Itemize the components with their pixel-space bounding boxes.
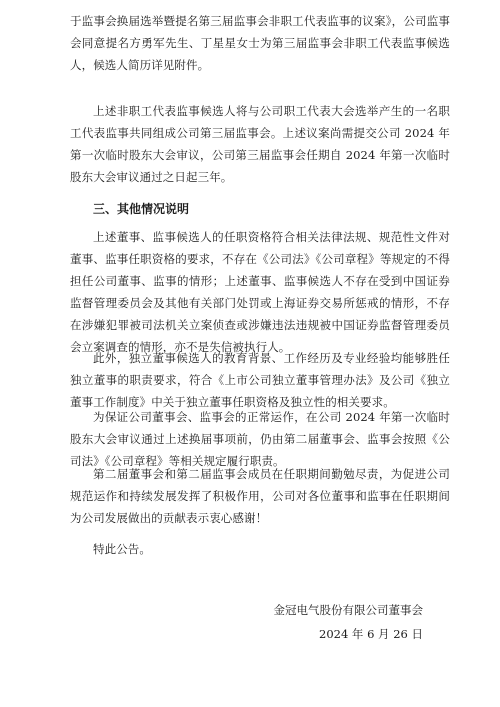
section-heading-other-notes: 三、其他情况说明 [93, 202, 190, 216]
signature-company: 金冠电气股份有限公司董事会 [273, 603, 423, 617]
paragraph-thanks: 第二届董事会和第二届监事会成员在任职期间勤勉尽责，为促进公司规范运作和持续发展发挥了积极作用，公司对各位董事和监事在任职期间为公司发展做出的贡献表示衷心感谢！ [70, 467, 450, 525]
paragraph-interim-duties: 为保证公司董事会、监事会的正常运作，在公司 2024 年第一次临时股东大会审议通过上述换届事项前，仍由第二届董事会、监事会按照《公司法》《公司章程》等相关规定履行职责。 [70, 410, 450, 468]
paragraph-independent-directors: 此外，独立董事候选人的教育背景、工作经历及专业经验均能够胜任独立董事的职责要求，符合《上市公司独立董事管理办法》及公司《独立董事工作制度》中关于独立董事任职资格及独立性的相关要求。 [70, 351, 450, 409]
paragraph-qualification: 上述董事、监事候选人的任职资格符合相关法律法规、规范性文件对董事、监事任职资格的要求，不存在《公司法》《公司章程》等规定的不得担任公司董事、监事的情形；上述董事、监事候选人不存在受到中国证券监督管理委员会及其他有关部门处罚或上海证券交易所惩戒的情形，不存在涉嫌犯罪被司法机关立案侦查或涉嫌违法违规被中国证券监督管理委员会立案调查的情形，亦不是失信被执行人。 [70, 230, 450, 354]
signature-date: 2024 年 6 月 26 日 [319, 627, 423, 641]
paragraph-supervisor-term: 上述非职工代表监事候选人将与公司职工代表大会选举产生的一名职工代表监事共同组成公司第三届监事会。上述议案尚需提交公司 2024 年第一次临时股东大会审议，公司第三届监事会任期自 2024 年第一次临时股东大会审议通过之日起三年。 [70, 104, 450, 184]
paragraph-board-proposal: 于监事会换届选举暨提名第三届监事会非职工代表监事的议案》，公司监事会同意提名方勇军先生、丁星星女士为第三届监事会非职工代表监事候选人，候选人简历详见附件。 [70, 14, 450, 72]
paragraph-closing: 特此公告。 [93, 542, 151, 556]
